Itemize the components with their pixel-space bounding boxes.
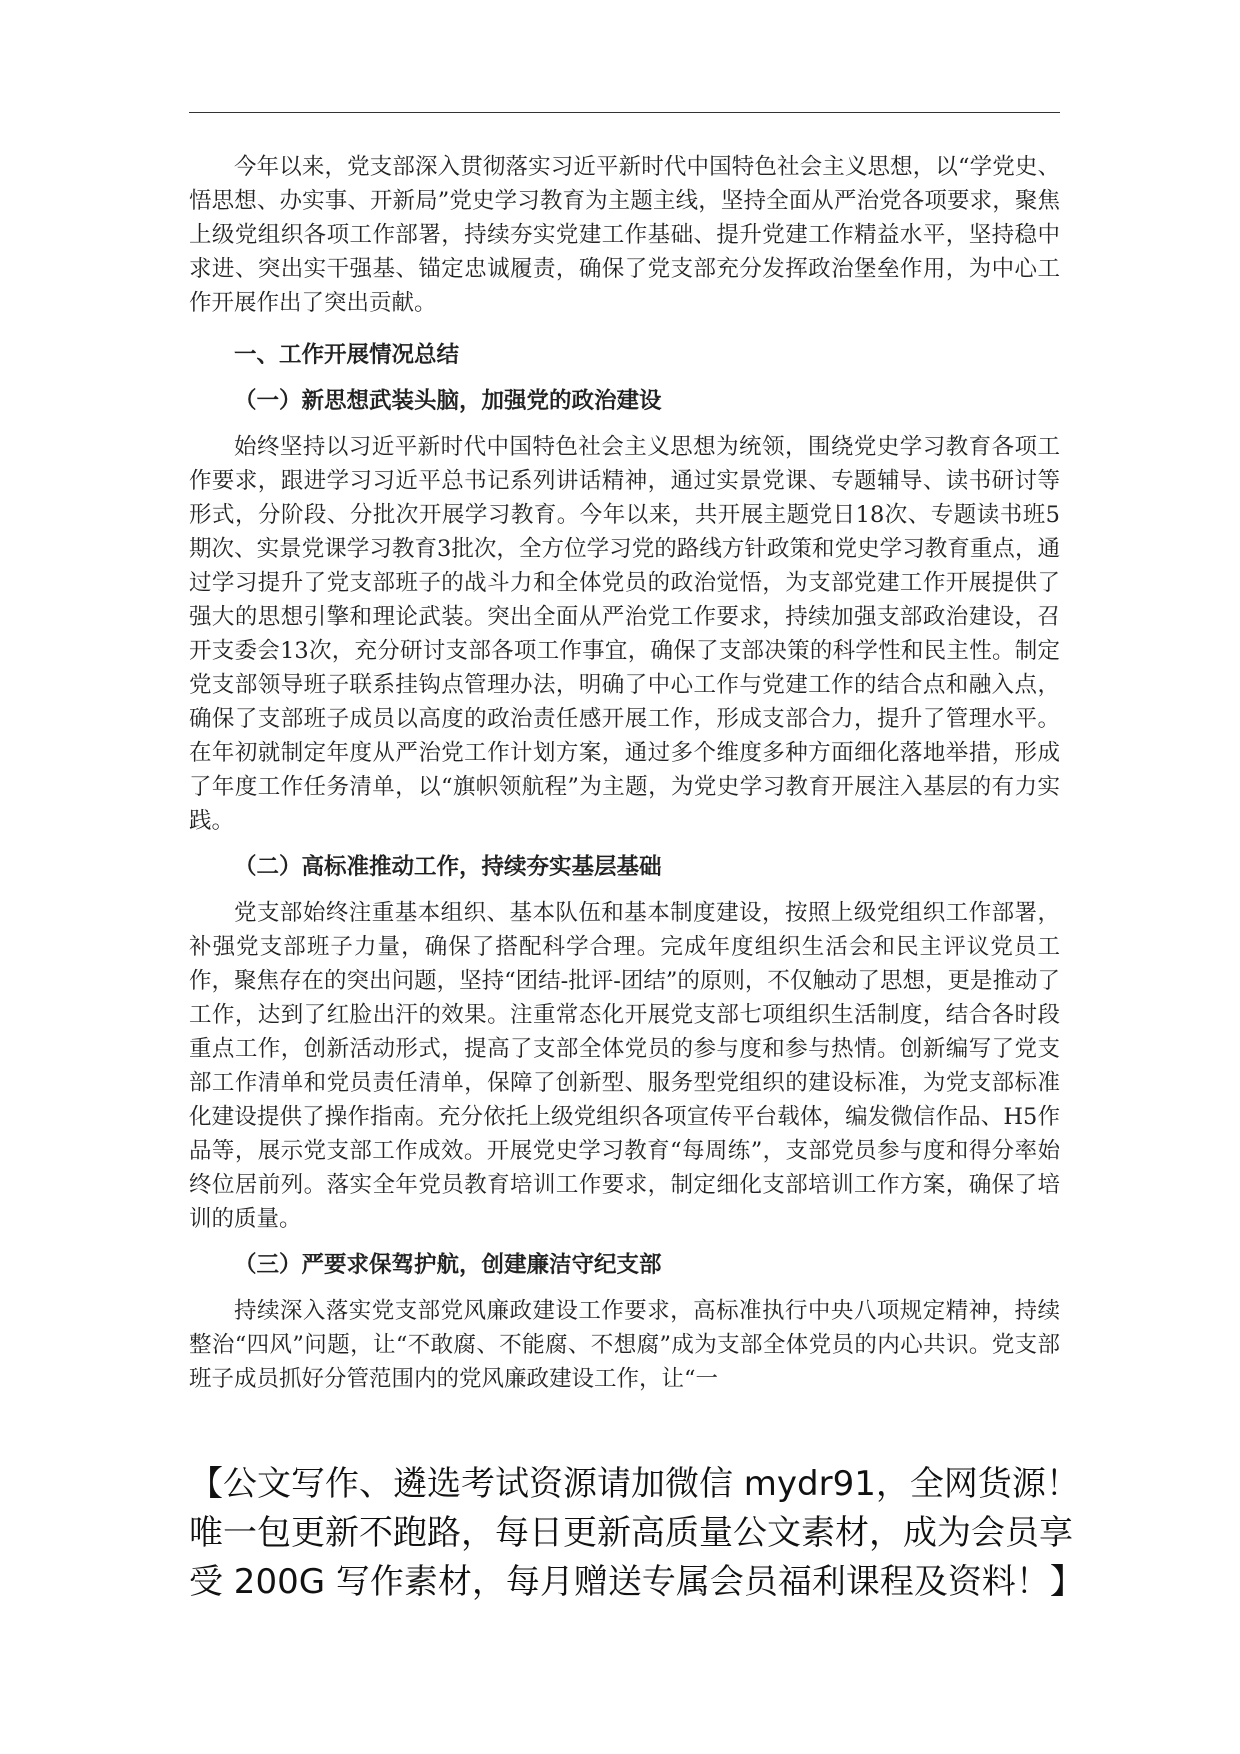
header-rule bbox=[189, 112, 1060, 113]
subsection-paragraph-3: 持续深入落实党支部党风廉政建设工作要求，高标准执行中央八项规定精神，持续整治“四风”问题，让“不敢腐、不能腐、不想腐”成为支部全体党员的内心共识。党支部班子成员抓好分管范围内的党风廉政建设工作，让“一 bbox=[189, 1298, 1060, 1392]
subsection-heading-2: （二）高标准推动工作，持续夯实基层基础 bbox=[234, 854, 662, 880]
promo-banner-text: 【公文写作、遴选考试资源请加微信 mydr91，全网货源！唯一包更新不跑路，每日更新高质量公文素材，成为会员享受 200G 写作素材，每月赠送专属会员福利课程及资料！】 bbox=[189, 1464, 1084, 1602]
intro-paragraph: 今年以来，党支部深入贯彻落实习近平新时代中国特色社会主义思想，以“学党史、悟思想、办实事、开新局”党史学习教育为主题主线，坚持全面从严治党各项要求，聚焦上级党组织各项工作部署，持续夯实党建工作基础、提升党建工作精益水平，坚持稳中求进、突出实干强基、锚定忠诚履责，确保了党支部充分发挥政治堡垒作用，为中心工作开展作出了突出贡献。 bbox=[189, 154, 1060, 316]
document-body bbox=[189, 150, 1060, 1396]
subsection-paragraph-1: 始终坚持以习近平新时代中国特色社会主义思想为统领，围绕党史学习教育各项工作要求，跟进学习习近平总书记系列讲话精神，通过实景党课、专题辅导、读书研讨等形式，分阶段、分批次开展学习教育。今年以来，共开展主题党日18次、专题读书班5期次、实景党课学习教育3批次，全方位学习党的路线方针政策和党史学习教育重点，通过学习提升了党支部班子的战斗力和全体党员的政治觉悟，为支部党建工作开展提供了强大的思想引擎和理论武装。突出全面从严治党工作要求，持续加强支部政治建设，召开支委会13次，充分研讨支部各项工作事宜，确保了支部决策的科学性和民主性。制定党支部领导班子联系挂钩点管理办法，明确了中心工作与党建工作的结合点和融入点，确保了支部班子成员以高度的政治责任感开展工作，形成支部合力，提升了管理水平。在年初就制定年度从严治党工作计划方案，通过多个维度多种方面细化落地举措，形成了年度工作任务清单，以“旗帜领航程”为主题，为党史学习教育开展注入基层的有力实践。 bbox=[189, 434, 1060, 834]
subsection-heading-1: （一）新思想武装头脑，加强党的政治建设 bbox=[234, 388, 662, 414]
subsection-paragraph-2: 党支部始终注重基本组织、基本队伍和基本制度建设，按照上级党组织工作部署，补强党支部班子力量，确保了搭配科学合理。完成年度组织生活会和民主评议党员工作，聚焦存在的突出问题，坚持“团结-批评-团结”的原则，不仅触动了思想，更是推动了工作，达到了红脸出汗的效果。注重常态化开展党支部七项组织生活制度，结合各时段重点工作，创新活动形式，提高了支部全体党员的参与度和参与热情。创新编写了党支部工作清单和党员责任清单，保障了创新型、服务型党组织的建设标准，为党支部标准化建设提供了操作指南。充分依托上级党组织各项宣传平台载体，编发微信作品、H5作品等，展示党支部工作成效。开展党史学习教育“每周练”，支部党员参与度和得分率始终位居前列。落实全年党员教育培训工作要求，制定细化支部培训工作方案，确保了培训的质量。 bbox=[189, 900, 1060, 1232]
subsection-heading-3: （三）严要求保驾护航，创建廉洁守纪支部 bbox=[234, 1252, 662, 1278]
section-heading-1: 一、工作开展情况总结 bbox=[234, 342, 460, 368]
